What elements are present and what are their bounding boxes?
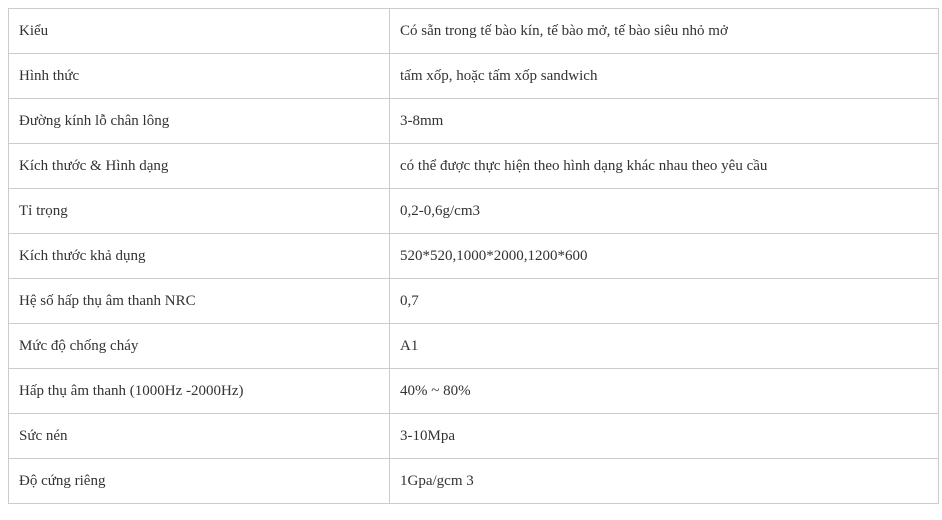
table-row — [9, 459, 939, 504]
table-row — [9, 54, 939, 99]
row-label: Hấp thụ âm thanh (1000Hz -2000Hz) — [9, 369, 390, 414]
row-label: Sức nén — [9, 414, 390, 459]
table-row — [9, 369, 939, 414]
row-value: 520*520,1000*2000,1200*600 — [390, 234, 939, 279]
row-value: 3-10Mpa — [390, 414, 939, 459]
row-label: Tỉ trọng — [9, 189, 390, 234]
row-value: Có sẵn trong tế bào kín, tế bào mở, tế bào siêu nhỏ mở — [390, 9, 939, 54]
spec-table-body — [9, 9, 939, 504]
row-label: Đường kính lỗ chân lông — [9, 99, 390, 144]
spec-table — [8, 8, 939, 504]
row-value: tấm xốp, hoặc tấm xốp sandwich — [390, 54, 939, 99]
table-row — [9, 9, 939, 54]
row-value: A1 — [390, 324, 939, 369]
row-label: Kiểu — [9, 9, 390, 54]
table-row — [9, 144, 939, 189]
table-row — [9, 279, 939, 324]
table-row — [9, 99, 939, 144]
row-label: Hệ số hấp thụ âm thanh NRC — [9, 279, 390, 324]
row-label: Kích thước & Hình dạng — [9, 144, 390, 189]
table-row — [9, 414, 939, 459]
table-row — [9, 234, 939, 279]
table-row — [9, 189, 939, 234]
row-label: Kích thước khả dụng — [9, 234, 390, 279]
row-label: Hình thức — [9, 54, 390, 99]
row-value: 40% ~ 80% — [390, 369, 939, 414]
row-value: 1Gpa/gcm 3 — [390, 459, 939, 504]
table-row — [9, 324, 939, 369]
row-value: có thể được thực hiện theo hình dạng khác nhau theo yêu cầu — [390, 144, 939, 189]
row-value: 0,2-0,6g/cm3 — [390, 189, 939, 234]
row-label: Mức độ chống cháy — [9, 324, 390, 369]
row-label: Độ cứng riêng — [9, 459, 390, 504]
row-value: 3-8mm — [390, 99, 939, 144]
row-value: 0,7 — [390, 279, 939, 324]
